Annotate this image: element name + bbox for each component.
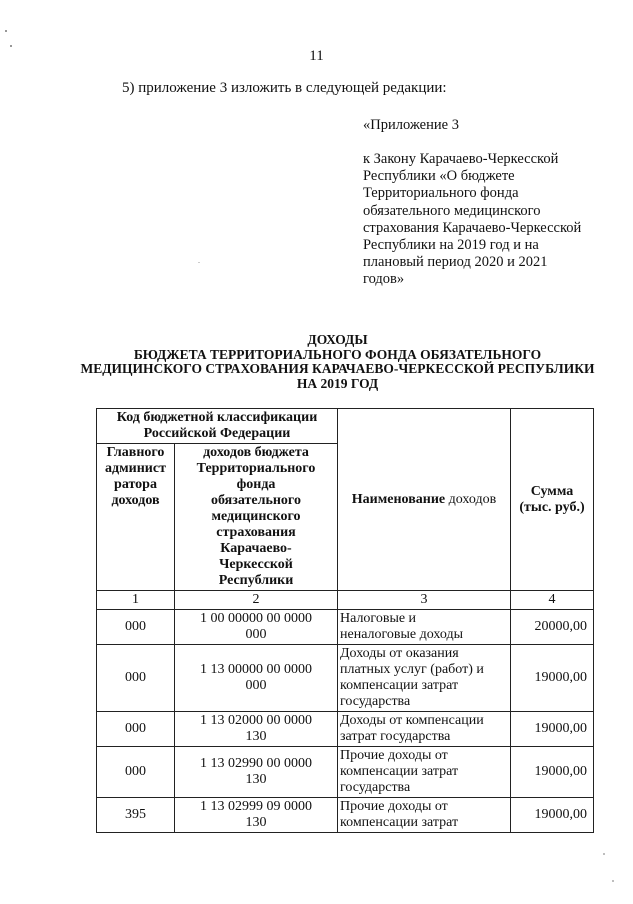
header-income-name <box>338 409 511 591</box>
scan-speck <box>603 853 605 855</box>
document-title <box>40 333 633 391</box>
budget-code: 1 00 00000 00 0000 000 <box>175 610 338 645</box>
title-line: ДОХОДЫ <box>307 332 368 347</box>
table-row <box>97 798 594 833</box>
income-name: Налоговые и неналоговые доходы <box>338 610 511 645</box>
admin-code: 000 <box>97 747 175 798</box>
appendix-title: «Приложение 3 <box>363 117 459 133</box>
header-income-name-rest: доходов <box>445 491 497 507</box>
column-number: 4 <box>511 591 594 610</box>
title-line: НА 2019 ГОД <box>296 375 379 391</box>
appendix-reference <box>363 151 598 289</box>
income-sum: 19000,00 <box>511 712 594 747</box>
income-name: Прочие доходы от компенсации затрат <box>338 798 511 833</box>
header-income-code: доходов бюджета Территориального фонда обязательного медицинского страхования Карачаево- Черкесской Республики <box>175 444 338 591</box>
appendix-line: обязательного медицинского <box>363 202 541 219</box>
column-number: 1 <box>97 591 175 610</box>
header-classification-code: Код бюджетной классификации Российской Федерации <box>97 409 338 444</box>
title-line: БЮДЖЕТА ТЕРРИТОРИАЛЬНОГО ФОНДА ОБЯЗАТЕЛЬНОГО <box>133 346 542 362</box>
header-chief-administrator: Главного админист ратора доходов <box>97 444 175 591</box>
appendix-line: годов» <box>363 271 405 288</box>
column-numbers-row <box>97 591 594 610</box>
income-sum: 19000,00 <box>511 747 594 798</box>
income-table <box>96 408 594 833</box>
income-sum: 19000,00 <box>511 645 594 712</box>
income-sum: 19000,00 <box>511 798 594 833</box>
income-name: Доходы от компенсации затрат государства <box>338 712 511 747</box>
budget-code: 1 13 00000 00 0000 000 <box>175 645 338 712</box>
income-sum: 20000,00 <box>511 610 594 645</box>
budget-code: 1 13 02990 00 0000 130 <box>175 747 338 798</box>
admin-code: 000 <box>97 645 175 712</box>
income-name: Прочие доходы от компенсации затрат государства <box>338 747 511 798</box>
appendix-line: к Закону Карачаево-Черкесской <box>363 151 559 167</box>
scan-speck <box>5 30 7 32</box>
amendment-instruction: 5) приложение 3 изложить в следующей редакции: <box>122 80 447 96</box>
table-row <box>97 645 594 712</box>
header-sum: Сумма (тыс. руб.) <box>511 409 594 591</box>
table-row <box>97 712 594 747</box>
scan-speck <box>612 880 614 882</box>
budget-code: 1 13 02999 09 0000 130 <box>175 798 338 833</box>
title-line: МЕДИЦИНСКОГО СТРАХОВАНИЯ КАРАЧАЕВО-ЧЕРКЕССКОЙ РЕСПУБЛИКИ <box>80 361 595 376</box>
column-number: 3 <box>338 591 511 610</box>
header-income-name-bold: Наименование <box>351 491 446 507</box>
scan-speck <box>10 45 12 47</box>
admin-code: 395 <box>97 798 175 833</box>
table-row <box>97 747 594 798</box>
column-number: 2 <box>175 591 338 610</box>
appendix-line: страхования Карачаево-Черкесской <box>363 219 582 236</box>
table-row <box>97 610 594 645</box>
appendix-line: Территориального фонда <box>363 185 519 202</box>
budget-code: 1 13 02000 00 0000 130 <box>175 712 338 747</box>
page-number: 11 <box>309 48 324 64</box>
appendix-line: Республики «О бюджете <box>363 168 515 185</box>
admin-code: 000 <box>97 610 175 645</box>
scan-speck <box>198 262 200 263</box>
appendix-line: плановый период 2020 и 2021 <box>363 254 548 271</box>
admin-code: 000 <box>97 712 175 747</box>
income-name: Доходы от оказания платных услуг (работ) и компенсации затрат государства <box>338 645 511 712</box>
appendix-line: Республики на 2019 год и на <box>363 237 539 254</box>
